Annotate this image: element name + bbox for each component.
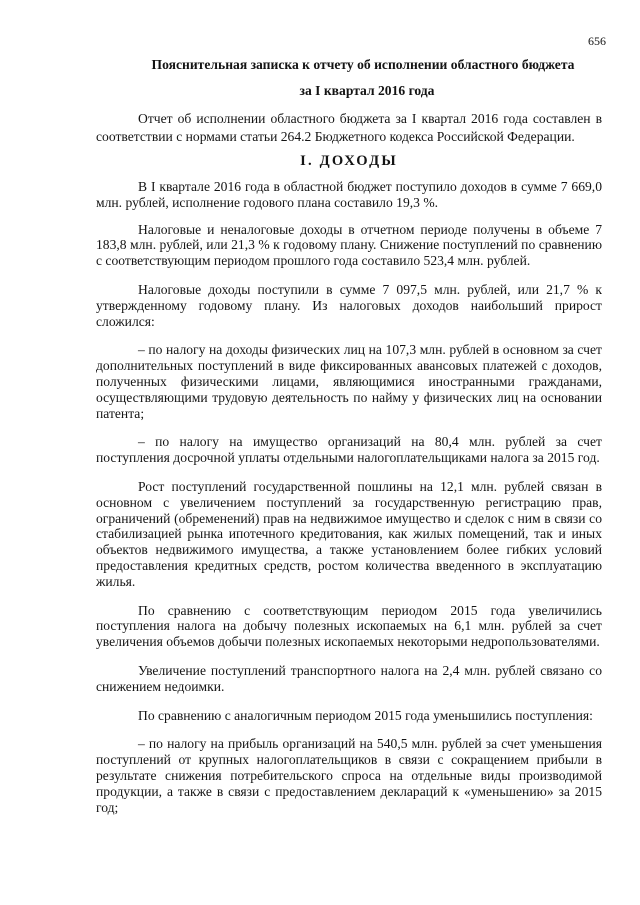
- paragraph-transport-tax: Увеличение поступлений транспортного налога на 2,4 млн. рублей связано со снижением недоимки.: [96, 662, 602, 694]
- paragraph-total-revenue: В I квартале 2016 года в областной бюджет поступило доходов в сумме 7 669,0 млн. рублей, исполнение годового плана составило 19,3 %.: [96, 179, 602, 210]
- section-heading-revenues: I. ДОХОДЫ: [300, 153, 398, 169]
- paragraph-profit-tax: – по налогу на прибыль организаций на 540,5 млн. рублей за счет уменьшения поступлений от крупных налогоплательщиков в связи с сокращением прибыли в результате снижения потребительского спроса на отдельные виды производимой продукции, а также в связи с предоставлением деклараций к «уменьшению» за 2015 год;: [96, 736, 602, 815]
- paragraph-state-duty: Рост поступлений государственной пошлины на 12,1 млн. рублей связан в основном с увеличением поступлений за государственную регистрацию прав, ограничений (обременений) прав на недвижимое имущество и сделок с ним в связи со стабилизацией рынка ипотечного кредитования, как жилых помещений, так и иных объектов недвижимого имущества, а также установлением более гибких условий предоставления кредитных средств, ростом количества введенного в эксплуатацию жилья.: [96, 478, 602, 589]
- paragraph-decreases-intro: По сравнению с аналогичным периодом 2015 года уменьшились поступления:: [138, 707, 593, 723]
- paragraph-tax-revenue: Налоговые доходы поступили в сумме 7 097,5 млн. рублей, или 21,7 % к утвержденному годовому плану. Из налоговых доходов наибольший прирост сложился:: [96, 281, 602, 329]
- paragraph-mineral-extraction-tax: По сравнению с соответствующим периодом 2015 года увеличились поступления налога на добычу полезных ископаемых на 6,1 млн. рублей за счет увеличения объемов добычи полезных ископаемых некоторыми недропользователями.: [96, 602, 602, 650]
- paragraph-personal-income-tax: – по налогу на доходы физических лиц на 107,3 млн. рублей в основном за счет дополнительных поступлений в виде фиксированных авансовых платежей с доходов, полученных физическими лицами, являющимися иностранными гражданами, осуществляющими трудовую деятельность по найму у физических лиц на основании патента;: [96, 342, 602, 421]
- document-title-line-1: Пояснительная записка к отчету об исполнении областного бюджета: [151, 57, 575, 72]
- paragraph-property-tax: – по налогу на имущество организаций на 80,4 млн. рублей за счет поступления досрочной уплаты отдельными налогоплательщиками налога за 2015 год.: [96, 434, 602, 466]
- page-number: 656: [588, 34, 606, 48]
- intro-paragraph: Отчет об исполнении областного бюджета за I квартал 2016 года составлен в соответствии с нормами статьи 264.2 Бюджетного кодекса Российской Федерации.: [96, 111, 602, 144]
- paragraph-tax-nontax-revenue: Налоговые и неналоговые доходы в отчетном периоде получены в объеме 7 183,8 млн. рублей, или 21,3 % к годовому плану. Снижение поступлений по сравнению с соответствующим периодом прошлого года составило 523,4 млн. рублей.: [96, 221, 602, 269]
- document-title-line-2: за I квартал 2016 года: [299, 83, 435, 98]
- document-body: [96, 56, 602, 815]
